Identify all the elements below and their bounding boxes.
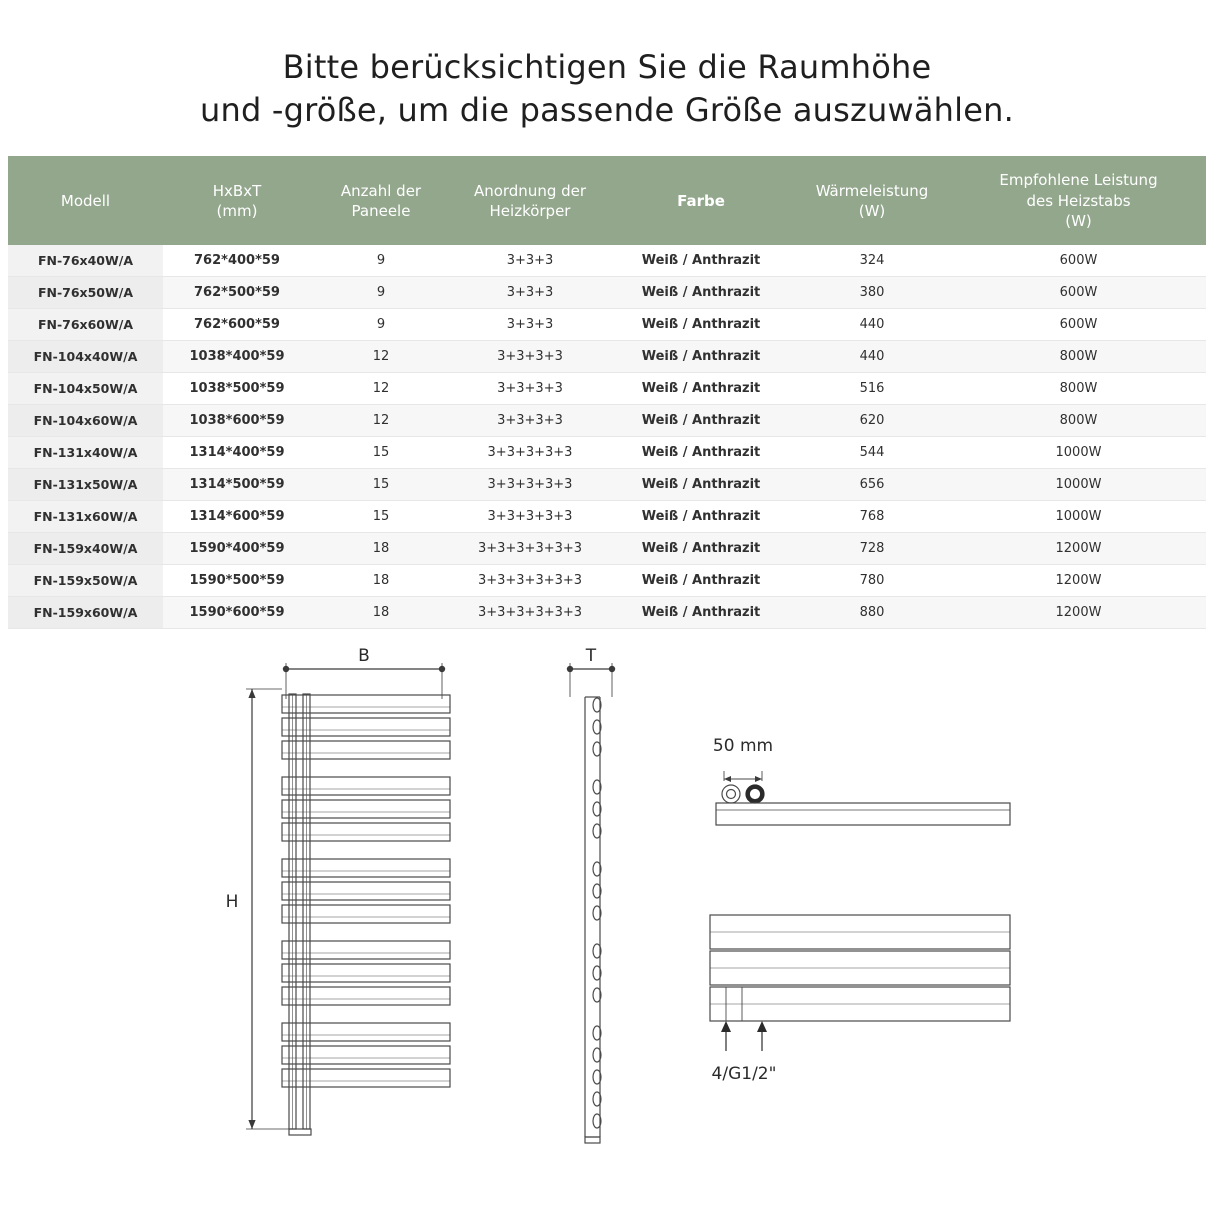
cell-heizstab: 600W: [951, 309, 1206, 341]
table-row: [8, 245, 1206, 277]
cell-leistung: 780: [793, 565, 951, 597]
cell-heizstab: 800W: [951, 373, 1206, 405]
table-header-row: [8, 156, 1206, 245]
cell-hxbxt: 1590*400*59: [163, 533, 311, 565]
cell-heizstab: 1200W: [951, 597, 1206, 629]
cell-heizstab: 600W: [951, 245, 1206, 277]
cell-leistung: 768: [793, 501, 951, 533]
cell-paneele: 9: [311, 245, 451, 277]
cell-paneele: 18: [311, 597, 451, 629]
cell-leistung: 440: [793, 309, 951, 341]
cell-modell: FN-104x40W/A: [8, 341, 163, 373]
column-header-anordnung-l2: Heizkörper: [489, 201, 571, 220]
table-row: [8, 533, 1206, 565]
cell-paneele: 12: [311, 341, 451, 373]
cell-modell: FN-104x60W/A: [8, 405, 163, 437]
page-title-line-1: Bitte berücksichtigen Sie die Raumhöhe: [282, 48, 932, 86]
column-header-anordnung-l1: Anordnung der: [473, 181, 587, 200]
panel-bar: [282, 987, 450, 1005]
cell-leistung: 440: [793, 341, 951, 373]
cell-anordnung: 3+3+3+3+3+3: [451, 565, 609, 597]
column-header-hxbxt-l2: (mm): [216, 201, 258, 220]
cell-modell: FN-159x50W/A: [8, 565, 163, 597]
cell-heizstab: 600W: [951, 277, 1206, 309]
table-row: [8, 597, 1206, 629]
cell-modell: FN-159x40W/A: [8, 533, 163, 565]
cell-leistung: 620: [793, 405, 951, 437]
cell-farbe: Weiß / Anthrazit: [609, 469, 793, 501]
cell-leistung: 324: [793, 245, 951, 277]
panel-bar: [282, 941, 450, 959]
panel-bar: [282, 741, 450, 759]
cell-paneele: 12: [311, 405, 451, 437]
label-depth: T: [585, 646, 597, 667]
cell-hxbxt: 1038*500*59: [163, 373, 311, 405]
column-header-paneele: [311, 156, 451, 245]
panel-bar: [282, 777, 450, 795]
cell-anordnung: 3+3+3: [451, 245, 609, 277]
cell-paneele: 15: [311, 501, 451, 533]
cell-leistung: 544: [793, 437, 951, 469]
bottom-foot: [289, 1129, 311, 1135]
cell-leistung: 516: [793, 373, 951, 405]
spec-table-wrapper: [8, 156, 1206, 629]
bottom-view: [710, 915, 1010, 1051]
column-header-waermeleistung-l1: Wärmeleistung: [815, 181, 929, 200]
column-header-anordnung: [451, 156, 609, 245]
cell-anordnung: 3+3+3: [451, 309, 609, 341]
side-view-body: [585, 697, 601, 1143]
cell-leistung: 656: [793, 469, 951, 501]
cell-paneele: 15: [311, 437, 451, 469]
cell-paneele: 9: [311, 309, 451, 341]
label-width: B: [358, 646, 370, 667]
column-header-waermeleistung: [793, 156, 951, 245]
column-header-modell-l1: Modell: [60, 191, 111, 210]
cell-paneele: 15: [311, 469, 451, 501]
cell-farbe: Weiß / Anthrazit: [609, 501, 793, 533]
panel-bar: [282, 882, 450, 900]
cell-hxbxt: 762*600*59: [163, 309, 311, 341]
table-row: [8, 373, 1206, 405]
technical-drawing-area: [0, 639, 1214, 1179]
panel-bar: [282, 1023, 450, 1041]
cell-hxbxt: 1314*600*59: [163, 501, 311, 533]
cell-leistung: 880: [793, 597, 951, 629]
cell-modell: FN-76x60W/A: [8, 309, 163, 341]
technical-drawing-svg: [0, 639, 1214, 1179]
cell-paneele: 12: [311, 373, 451, 405]
table-row: [8, 469, 1206, 501]
cell-heizstab: 1000W: [951, 469, 1206, 501]
cell-paneele: 18: [311, 565, 451, 597]
cell-modell: FN-76x40W/A: [8, 245, 163, 277]
label-connection: 4/G1/2": [711, 1064, 777, 1085]
cell-modell: FN-104x50W/A: [8, 373, 163, 405]
spec-table-head: [8, 156, 1206, 245]
table-row: [8, 501, 1206, 533]
cell-farbe: Weiß / Anthrazit: [609, 533, 793, 565]
column-header-paneele-l1: Anzahl der: [340, 181, 422, 200]
panel-bar: [282, 800, 450, 818]
cell-heizstab: 1200W: [951, 533, 1206, 565]
cell-anordnung: 3+3+3+3: [451, 405, 609, 437]
cell-anordnung: 3+3+3+3+3: [451, 437, 609, 469]
cell-hxbxt: 1590*600*59: [163, 597, 311, 629]
cell-hxbxt: 1590*500*59: [163, 565, 311, 597]
cell-heizstab: 800W: [951, 341, 1206, 373]
column-header-waermeleistung-l2: (W): [858, 201, 886, 220]
cell-anordnung: 3+3+3+3+3+3: [451, 533, 609, 565]
panel-bar: [282, 1046, 450, 1064]
table-row: [8, 341, 1206, 373]
cell-paneele: 18: [311, 533, 451, 565]
table-row: [8, 309, 1206, 341]
cell-modell: FN-76x50W/A: [8, 277, 163, 309]
label-height: H: [225, 892, 239, 913]
label-spacing: 50 mm: [712, 736, 774, 757]
cell-modell: FN-131x60W/A: [8, 501, 163, 533]
cell-hxbxt: 762*400*59: [163, 245, 311, 277]
page-title: [0, 0, 1214, 132]
cell-farbe: Weiß / Anthrazit: [609, 245, 793, 277]
panel-bar: [282, 1069, 450, 1087]
table-row: [8, 437, 1206, 469]
cell-anordnung: 3+3+3+3: [451, 373, 609, 405]
spec-table-body: [8, 245, 1206, 629]
cell-hxbxt: 1314*400*59: [163, 437, 311, 469]
panel-bar: [282, 905, 450, 923]
column-header-heizstab: [951, 156, 1206, 245]
panel-bar: [282, 718, 450, 736]
cell-paneele: 9: [311, 277, 451, 309]
height-dimension: [246, 689, 290, 1129]
column-header-hxbxt-l1: HxBxT: [212, 181, 262, 200]
cell-modell: FN-131x50W/A: [8, 469, 163, 501]
cell-hxbxt: 1314*500*59: [163, 469, 311, 501]
cell-farbe: Weiß / Anthrazit: [609, 437, 793, 469]
cell-modell: FN-131x40W/A: [8, 437, 163, 469]
cell-hxbxt: 762*500*59: [163, 277, 311, 309]
cell-farbe: Weiß / Anthrazit: [609, 341, 793, 373]
cell-leistung: 728: [793, 533, 951, 565]
cell-modell: FN-159x60W/A: [8, 597, 163, 629]
cell-heizstab: 800W: [951, 405, 1206, 437]
table-row: [8, 565, 1206, 597]
cell-anordnung: 3+3+3+3: [451, 341, 609, 373]
column-header-farbe-l1: Farbe: [677, 191, 725, 210]
cell-farbe: Weiß / Anthrazit: [609, 309, 793, 341]
cell-heizstab: 1000W: [951, 437, 1206, 469]
depth-dimension: [567, 663, 615, 697]
cell-farbe: Weiß / Anthrazit: [609, 405, 793, 437]
table-row: [8, 277, 1206, 309]
cell-heizstab: 1200W: [951, 565, 1206, 597]
page-title-line-2: und -größe, um die passende Größe auszuwählen.: [200, 91, 1014, 130]
cell-anordnung: 3+3+3: [451, 277, 609, 309]
cell-hxbxt: 1038*600*59: [163, 405, 311, 437]
panel-bar: [282, 823, 450, 841]
cell-heizstab: 1000W: [951, 501, 1206, 533]
cell-anordnung: 3+3+3+3+3: [451, 501, 609, 533]
cell-farbe: Weiß / Anthrazit: [609, 565, 793, 597]
cell-anordnung: 3+3+3+3+3+3: [451, 597, 609, 629]
column-header-modell: [8, 156, 163, 245]
top-view: [716, 771, 1010, 825]
column-header-farbe: [609, 156, 793, 245]
cell-leistung: 380: [793, 277, 951, 309]
cell-anordnung: 3+3+3+3+3: [451, 469, 609, 501]
column-header-heizstab-l1: Empfohlene Leistung: [999, 171, 1158, 190]
column-header-hxbxt: [163, 156, 311, 245]
cell-hxbxt: 1038*400*59: [163, 341, 311, 373]
panel-bar: [282, 695, 450, 713]
column-header-heizstab-l2: des Heizstabs: [1026, 191, 1131, 210]
cell-farbe: Weiß / Anthrazit: [609, 597, 793, 629]
column-header-paneele-l2: Paneele: [351, 201, 411, 220]
panel-bar: [282, 964, 450, 982]
cell-farbe: Weiß / Anthrazit: [609, 277, 793, 309]
spec-table: [8, 156, 1206, 629]
cell-farbe: Weiß / Anthrazit: [609, 373, 793, 405]
table-row: [8, 405, 1206, 437]
column-header-heizstab-l3: (W): [1065, 211, 1092, 230]
panel-bar: [282, 859, 450, 877]
